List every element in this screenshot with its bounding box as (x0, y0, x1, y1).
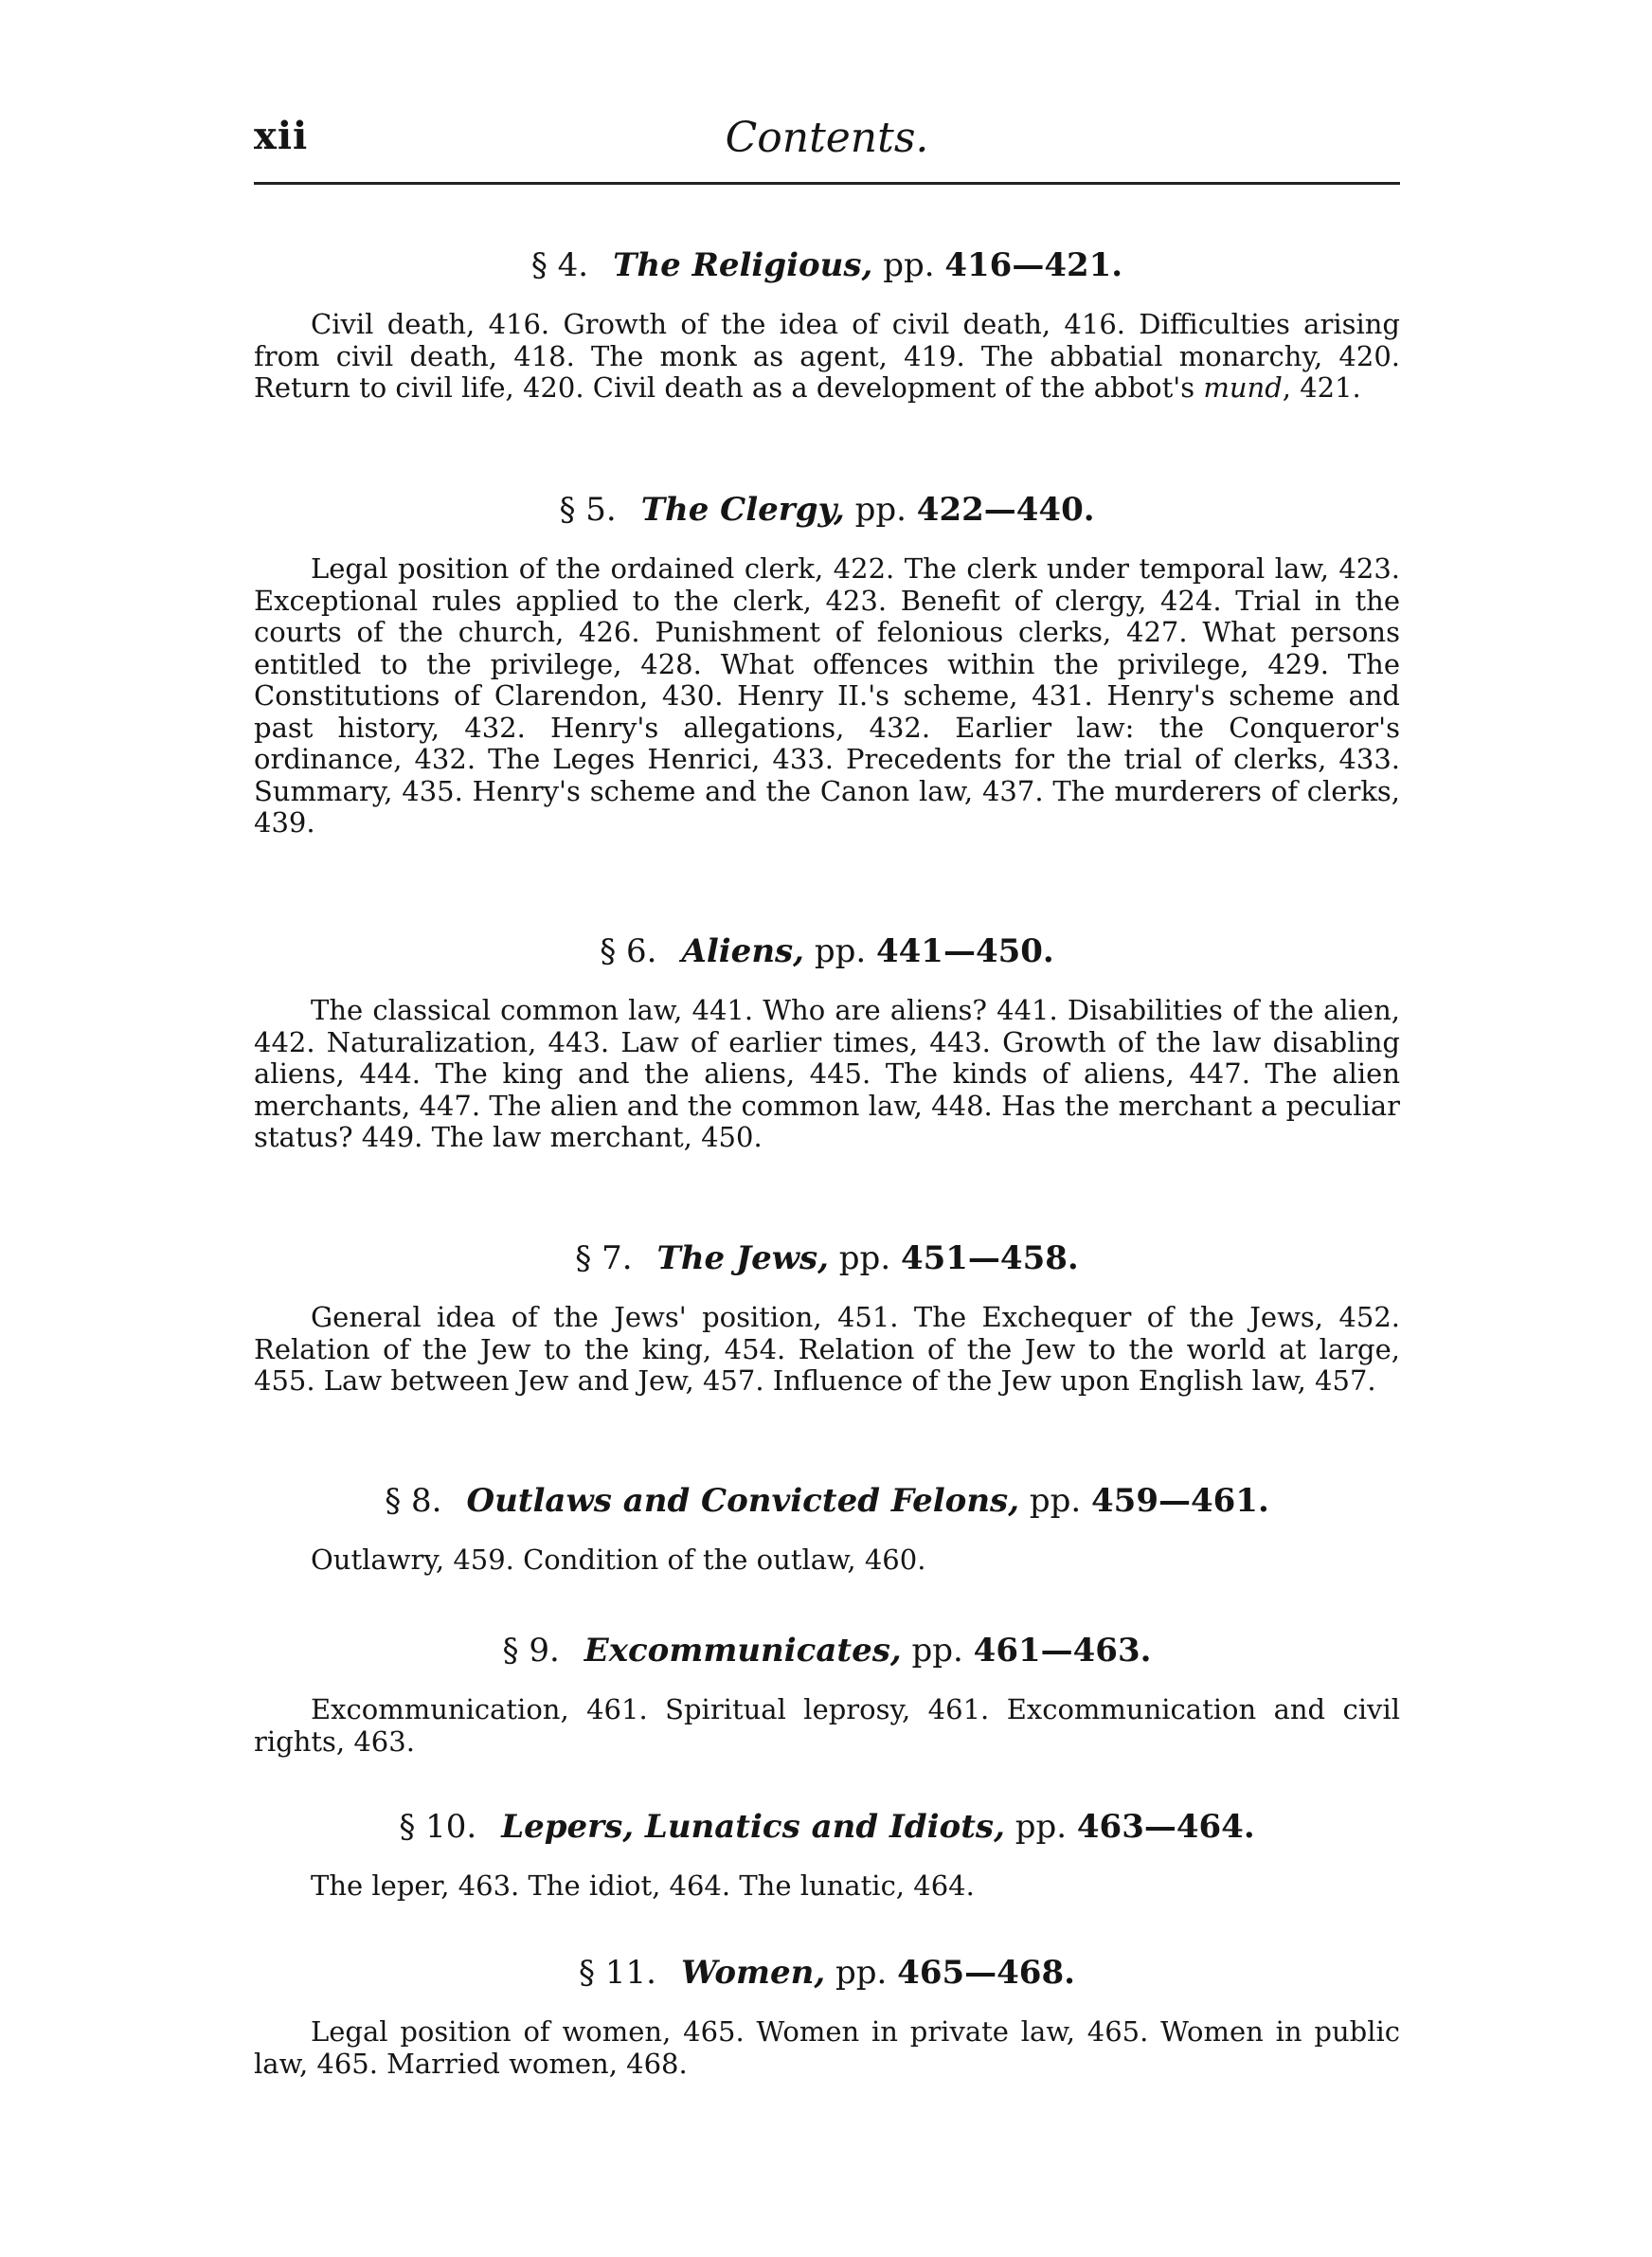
section-pages: pp. 422—440. (854, 491, 1095, 529)
section-pages: pp. 451—458. (838, 1239, 1079, 1277)
section-summary: General idea of the Jews' position, 451. The Exchequer of the Jews, 452. Relation of the Jew to the king, 454. Relation of the Jew to the world at large, 455. Law between Jew and Jew, 457. Influence of the Jew upon English law, 457. (254, 1301, 1400, 1397)
section-summary: Legal position of women, 465. Women in private law, 465. Women in public law, 465. Married women, 468. (254, 2015, 1400, 2080)
section-6 (254, 930, 1400, 1154)
section-title: The Jews, (656, 1239, 829, 1277)
section-5 (254, 489, 1400, 840)
section-summary: Excommunication, 461. Spiritual leprosy, 461. Excommunication and civil rights, 463. (254, 1693, 1400, 1758)
section-number: § 8. (385, 1482, 442, 1520)
section-number: § 5. (559, 491, 617, 529)
section-summary: Legal position of the ordained clerk, 422. The clerk under temporal law, 423. Exceptional rules applied to the clerk, 423. Benefit of clergy, 424. Trial in the courts of the church, 426. Punishment of felonious clerks, 427. What persons entitled to the privilege, 428. What offences within the privilege, 429. The Constitutions of Clarendon, 430. Henry II.'s scheme, 431. Henry's scheme and past history, 432. Henry's allegations, 432. Earlier law: the Conqueror's ordinance, 432. The Leges Henrici, 433. Precedents for the trial of clerks, 433. Summary, 435. Henry's scheme and the Canon law, 437. The murderers of clerks, 439. (254, 552, 1400, 839)
section-number: § 9. (502, 1632, 560, 1670)
section-pages: pp. 463—464. (1015, 1808, 1255, 1846)
section-pages: pp. 461—463. (911, 1632, 1152, 1670)
section-heading (254, 1237, 1400, 1279)
section-4 (254, 244, 1400, 405)
section-pages: pp. 416—421. (883, 246, 1123, 284)
section-summary: Civil death, 416. Growth of the idea of civil death, 416. Difficulties arising from civil death, 418. The monk as agent, 419. The abbatial monarchy, 420. Return to civil life, 420. Civil death as a development of the abbot's mund, 421. (254, 308, 1400, 404)
section-10 (254, 1806, 1400, 1903)
section-summary: The leper, 463. The idiot, 464. The lunatic, 464. (311, 1869, 975, 1902)
section-title: Excommunicates, (584, 1632, 902, 1670)
section-heading (254, 1806, 1400, 1848)
section-heading (254, 244, 1400, 286)
section-summary: Outlawry, 459. Condition of the outlaw, 460. (311, 1544, 926, 1576)
section-title: The Religious, (613, 246, 873, 284)
page-number: xii (254, 114, 309, 158)
section-title: Outlaws and Convicted Felons, (466, 1482, 1020, 1520)
section-heading (254, 489, 1400, 531)
section-title: Lepers, Lunatics and Idiots, (501, 1808, 1005, 1846)
section-11 (254, 1952, 1400, 2080)
section-title: Women, (680, 1954, 826, 1992)
section-number: § 10. (399, 1808, 477, 1846)
section-heading (254, 930, 1400, 972)
page-header (254, 106, 1400, 172)
section-number: § 7. (575, 1239, 633, 1277)
section-pages: pp. 459—461. (1029, 1482, 1269, 1520)
section-heading (254, 1952, 1400, 1994)
section-number: § 4. (530, 246, 589, 284)
section-number: § 11. (579, 1954, 656, 1992)
section-summary: The classical common law, 441. Who are aliens? 441. Disabilities of the alien, 442. Naturalization, 443. Law of earlier times, 443. Growth of the law disabling aliens, 444. The king and the aliens, 445. The kinds of aliens, 447. The alien merchants, 447. The alien and the common law, 448. Has the merchant a peculiar status? 449. The law merchant, 450. (254, 994, 1400, 1153)
section-title: Aliens, (681, 932, 805, 970)
section-title: The Clergy, (640, 491, 845, 529)
running-title: Contents. (725, 114, 929, 162)
section-heading (254, 1630, 1400, 1671)
section-pages: pp. 465—468. (835, 1954, 1075, 1992)
section-heading (254, 1480, 1400, 1522)
section-9 (254, 1630, 1400, 1758)
section-8 (254, 1480, 1400, 1577)
section-pages: pp. 441—450. (814, 932, 1054, 970)
section-7 (254, 1237, 1400, 1398)
section-number: § 6. (600, 932, 657, 970)
header-rule (254, 182, 1400, 185)
